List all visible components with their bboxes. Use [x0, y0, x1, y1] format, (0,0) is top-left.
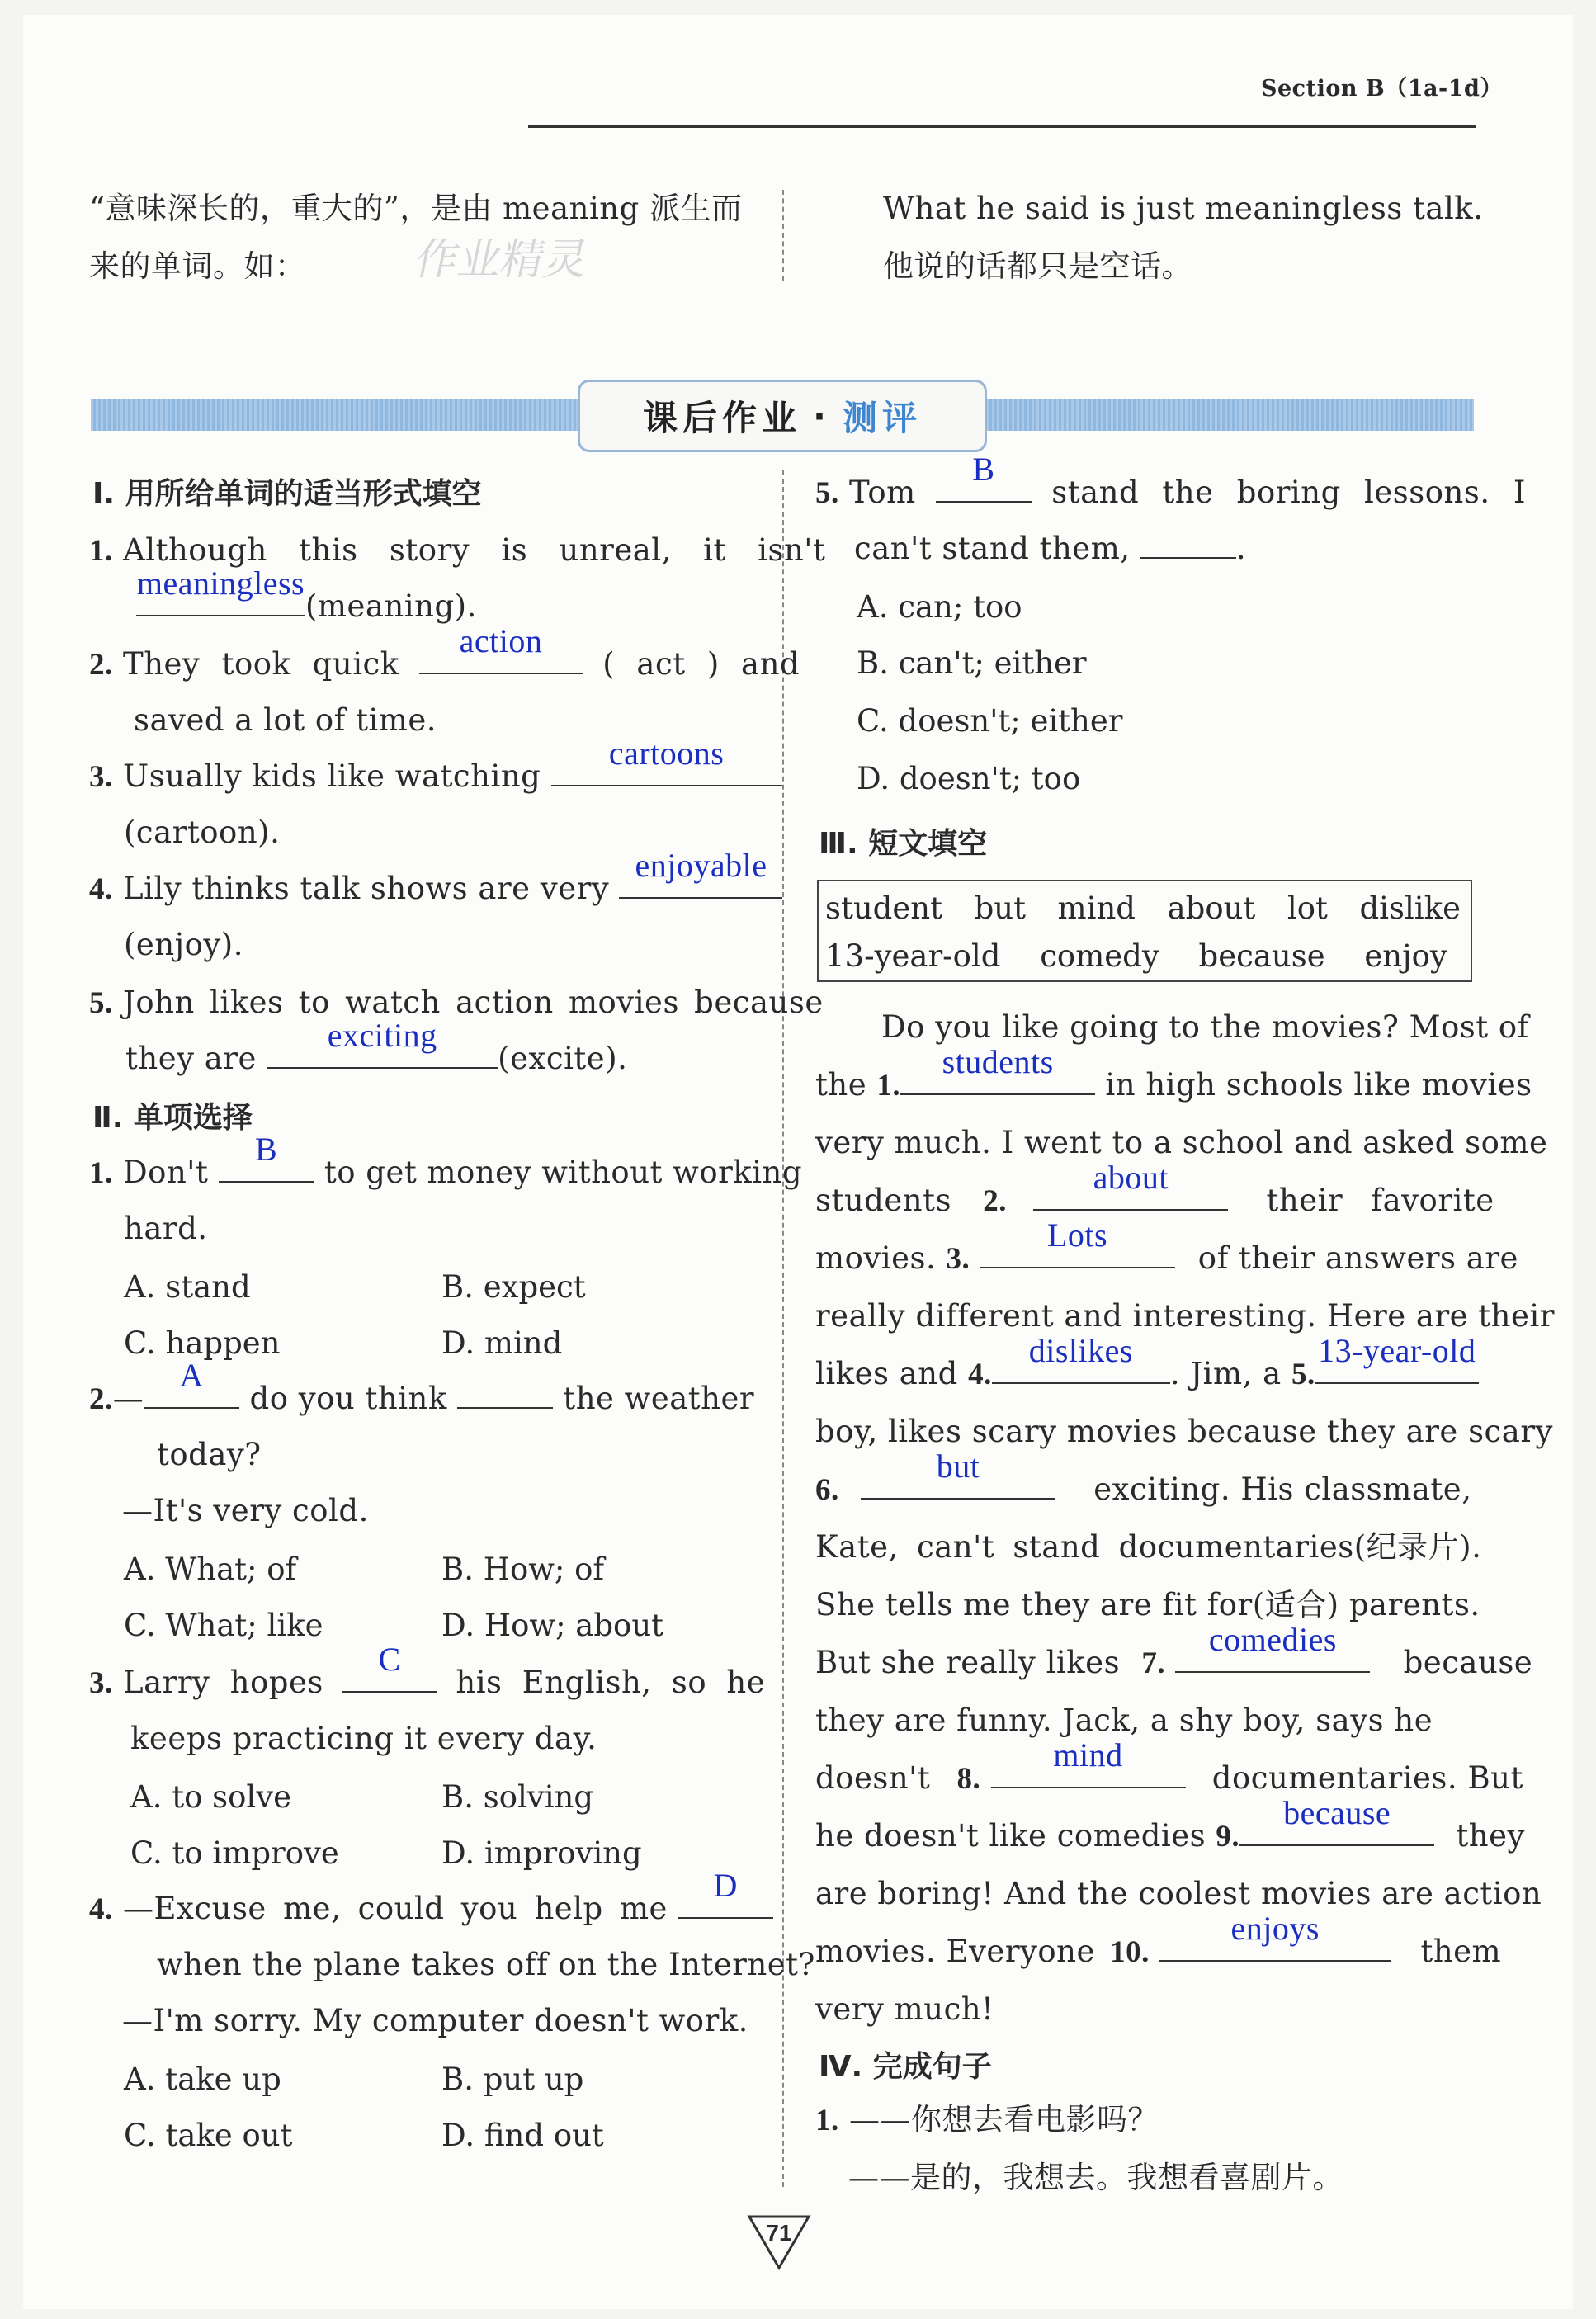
cloze-answer-4: dislikes — [1028, 1332, 1133, 1369]
p2-q1-option-c[interactable]: C. happen — [124, 1325, 281, 1361]
cloze-answer-5: 13-year-old — [1318, 1332, 1476, 1369]
p2-q4-blank[interactable] — [678, 1867, 773, 1919]
blank-num: 3. — [946, 1242, 970, 1276]
passage-text: he doesn't like comedies — [815, 1818, 1206, 1854]
passage-l10: Kate, can't stand documentaries(纪录片). — [815, 1529, 1482, 1565]
cloze-answer-8: mind — [1053, 1736, 1123, 1773]
p2-q2-text: do you think — [249, 1381, 447, 1416]
passage-text: their favorite — [1266, 1183, 1494, 1218]
passage-l12 — [815, 1621, 1533, 1692]
cloze-blank-8[interactable] — [991, 1736, 1186, 1788]
p2-q5-text3: can't stand them, — [854, 531, 1131, 566]
word-item: student — [825, 890, 942, 926]
blank-num: 1. — [876, 1069, 901, 1103]
cloze-answer-10: enjoys — [1230, 1910, 1320, 1947]
p1-q4-num: 4. — [89, 872, 113, 906]
p2-q1-blank[interactable] — [219, 1131, 314, 1183]
p4-q1-line1: ——你想去看电影吗？ — [849, 2102, 1159, 2137]
p2-q1-line2: hard. — [124, 1211, 208, 1246]
word-item: because — [1198, 938, 1325, 974]
p1-q3-text: Usually kids like watching — [123, 758, 541, 794]
p1-q5-blank[interactable] — [267, 1017, 498, 1069]
passage-text: likes and — [815, 1356, 958, 1391]
cloze-answer-7: comedies — [1208, 1621, 1337, 1658]
p2-q5-num: 5. — [815, 476, 839, 510]
banner-label — [578, 380, 987, 452]
p2-q1-option-b[interactable]: B. expect — [441, 1269, 586, 1305]
passage-text: exciting. His classmate, — [1093, 1471, 1472, 1507]
cloze-answer-2: about — [1093, 1159, 1169, 1196]
p1-q4-blank[interactable] — [619, 847, 782, 899]
intro-right-line1: What he said is just meaningless talk. — [883, 191, 1484, 226]
cloze-answer-9: because — [1283, 1794, 1391, 1831]
part2-title: Ⅱ. 单项选择 — [92, 1101, 253, 1135]
passage-l3: very much. I went to a school and asked some — [815, 1125, 1548, 1160]
p1-q1-hint: (meaning). — [305, 588, 477, 624]
p2-q3-num: 3. — [89, 1666, 113, 1700]
passage-l11: She tells me they are fit for(适合) parents. — [815, 1587, 1480, 1622]
p2-q1-answer: B — [255, 1131, 278, 1168]
passage-text: . Jim, a — [1169, 1356, 1282, 1391]
p4-q1-line2: ——是的，我想去。我想看喜剧片。 — [848, 2160, 1343, 2195]
word-item: lot — [1287, 890, 1328, 926]
p2-q5-option-d[interactable]: D. doesn't; too — [857, 761, 1081, 796]
p2-q2-answer: A — [179, 1357, 204, 1394]
word-box — [817, 880, 1472, 982]
p1-q2-blank[interactable] — [419, 622, 583, 674]
word-item: comedy — [1040, 938, 1159, 974]
p1-q5-text: John likes to watch action movies because — [123, 985, 824, 1020]
p2-q2-blank1[interactable] — [144, 1357, 239, 1409]
blank-num: 7. — [1141, 1646, 1166, 1680]
p1-q4-hint: (enjoy). — [124, 927, 244, 962]
passage-l8: boy, likes scary movies because they are scary — [815, 1414, 1553, 1449]
p1-q1-blank[interactable] — [136, 564, 305, 616]
p2-q3-option-d[interactable]: D. improving — [441, 1835, 642, 1871]
p1-q2 — [89, 622, 800, 693]
p2-q5-answer: B — [972, 451, 995, 488]
word-box-row2 — [825, 933, 1447, 980]
watermark: 作业精灵 — [410, 235, 593, 285]
cloze-blank-6[interactable] — [861, 1448, 1055, 1500]
cloze-answer-3: Lots — [1046, 1216, 1108, 1254]
p2-q2-option-c[interactable]: C. What; like — [124, 1608, 323, 1643]
p2-q3-blank[interactable] — [342, 1641, 437, 1693]
p2-q3-option-b[interactable]: B. solving — [441, 1779, 594, 1815]
column-divider — [782, 470, 784, 2187]
p1-q4 — [89, 847, 782, 918]
banner-dot: · — [813, 395, 831, 437]
part3-title: Ⅲ. 短文填空 — [819, 827, 988, 861]
p2-q4-reply: —I'm sorry. My computer doesn't work. — [122, 2003, 748, 2038]
word-item: but — [974, 890, 1026, 926]
word-item: about — [1167, 890, 1256, 926]
p1-q1-text: Although this story is unreal, it isn't — [123, 532, 826, 568]
p1-q2-hint: ( act ) and — [602, 646, 800, 682]
banner-right: 测评 — [842, 398, 922, 438]
passage-text: them — [1420, 1934, 1502, 1969]
passage-text: students — [815, 1183, 951, 1218]
p2-q5-blank[interactable] — [936, 451, 1032, 503]
p1-q3-blank[interactable] — [551, 734, 782, 786]
p2-q4-text: —Excuse me, could you help me — [123, 1891, 668, 1926]
passage-l15 — [815, 1794, 1525, 1865]
p1-q3 — [89, 734, 782, 805]
p2-q3-option-c[interactable]: C. to improve — [130, 1835, 339, 1871]
p2-q2-option-b[interactable]: B. How; of — [441, 1552, 605, 1587]
section-header: Section B（1a-1d） — [1261, 76, 1503, 102]
p1-q5-num: 5. — [89, 986, 113, 1020]
passage-text: of their answers are — [1197, 1240, 1518, 1276]
passage-l16: are boring! And the coolest movies are action — [815, 1876, 1542, 1911]
word-item: dislike — [1359, 890, 1461, 926]
passage-l1: Do you like going to the movies? Most of — [881, 1009, 1529, 1045]
p2-q2-blank2[interactable] — [457, 1371, 553, 1409]
p1-q5-line2 — [125, 1017, 628, 1087]
intro-left-line1: “意味深长的，重大的”，是由 meaning 派生而 — [89, 191, 743, 226]
p2-q4-answer: D — [713, 1867, 738, 1904]
cloze-answer-1: students — [942, 1043, 1054, 1080]
p1-q3-hint: (cartoon). — [124, 815, 281, 850]
p1-q2-text: They took quick — [123, 646, 399, 682]
p2-q4-line2: when the plane takes off on the Internet? — [157, 1947, 815, 1982]
cloze-blank-10[interactable] — [1159, 1910, 1391, 1962]
p1-q4-answer: enjoyable — [635, 847, 767, 884]
p2-q2 — [89, 1357, 755, 1428]
passage-text: But she really likes — [815, 1645, 1121, 1680]
p2-q4-option-b[interactable]: B. put up — [441, 2062, 584, 2097]
page-number: 71 — [766, 2220, 792, 2246]
passage-text: movies. Everyone — [815, 1934, 1095, 1969]
passage-text: in high schools like movies — [1105, 1067, 1532, 1103]
blank-num: 4. — [968, 1358, 992, 1391]
passage-l2 — [815, 1043, 1532, 1114]
p2-q1-num: 1. — [89, 1156, 113, 1190]
part4-title: Ⅳ. 完成句子 — [819, 2050, 992, 2084]
cloze-blank-4[interactable] — [992, 1332, 1170, 1384]
passage-l6: really different and interesting. Here are their — [815, 1298, 1555, 1334]
passage-text: movies. — [815, 1240, 937, 1276]
blank-num: 9. — [1216, 1820, 1240, 1854]
p2-q4-num: 4. — [89, 1892, 113, 1926]
p2-q3-line2: keeps practicing it every day. — [130, 1721, 597, 1756]
p1-q5-text2: they are — [125, 1041, 257, 1076]
passage-l5 — [815, 1216, 1518, 1287]
cloze-blank-7[interactable] — [1175, 1621, 1370, 1673]
banner-left: 课后作业 — [643, 398, 802, 438]
p2-q2-text2: the weather — [563, 1381, 755, 1416]
cloze-blank-1[interactable] — [900, 1043, 1095, 1095]
intro-left-line2: 来的单词。如： — [89, 248, 306, 284]
p2-q2-option-d[interactable]: D. How; about — [441, 1608, 664, 1643]
p2-q5-option-b[interactable]: B. can't; either — [857, 645, 1087, 681]
p2-q2-dash: — — [112, 1381, 144, 1416]
blank-num: 2. — [983, 1184, 1007, 1218]
blank-num: 5. — [1291, 1358, 1315, 1391]
p2-q3 — [89, 1641, 766, 1712]
p2-q5-text2: stand the boring lessons. I — [1051, 475, 1526, 510]
word-item: enjoy — [1364, 938, 1447, 974]
cloze-answer-6: but — [936, 1448, 980, 1485]
passage-l13: they are funny. Jack, a shy boy, says he — [815, 1703, 1433, 1738]
p2-q5 — [815, 451, 1526, 522]
passage-text: doesn't — [815, 1760, 931, 1796]
word-item: mind — [1057, 890, 1136, 926]
blank-num: 10. — [1110, 1935, 1150, 1969]
p2-q2-option-a[interactable]: A. What; of — [124, 1552, 297, 1587]
p2-q3-option-a[interactable]: A. to solve — [130, 1779, 292, 1815]
passage-text: they — [1456, 1818, 1525, 1854]
page-number-badge — [746, 2213, 812, 2271]
passage-text: the — [815, 1067, 867, 1103]
p2-q4 — [89, 1867, 773, 1938]
cloze-blank-3[interactable] — [980, 1216, 1175, 1268]
p1-q2-answer: action — [459, 622, 543, 659]
p2-q1-text: Don't — [123, 1155, 209, 1190]
passage-l17 — [815, 1910, 1502, 1981]
header-rule — [528, 125, 1476, 128]
cloze-blank-5[interactable] — [1315, 1332, 1479, 1384]
p2-q1-text2: to get money without working — [323, 1155, 803, 1190]
p1-q5-answer: exciting — [327, 1017, 437, 1054]
cloze-blank-9[interactable] — [1239, 1794, 1434, 1846]
p2-q1-option-a[interactable]: A. stand — [124, 1269, 251, 1305]
p2-q1-option-d[interactable]: D. mind — [441, 1325, 563, 1361]
p2-q4-option-a[interactable]: A. take up — [124, 2062, 281, 2097]
p2-q5-option-a[interactable]: A. can; too — [857, 589, 1022, 625]
cloze-blank-2[interactable] — [1033, 1159, 1228, 1211]
passage-l7 — [815, 1332, 1479, 1403]
p1-q1-answer: meaningless — [136, 564, 305, 602]
p1-q3-num: 3. — [89, 760, 113, 794]
p1-q2-line2: saved a lot of time. — [134, 702, 437, 738]
blank-num: 8. — [956, 1762, 981, 1796]
passage-l18: very much! — [815, 1991, 994, 2027]
p2-q5-blank2[interactable] — [1140, 521, 1236, 559]
word-box-row1 — [825, 885, 1461, 933]
intro-divider — [782, 190, 784, 281]
p2-q5-option-c[interactable]: C. doesn't; either — [857, 703, 1123, 739]
p2-q5-text: Tom — [849, 475, 916, 510]
passage-text: documentaries. But — [1211, 1760, 1523, 1796]
word-item: 13-year-old — [825, 938, 1001, 974]
p2-q5-line2: can't stand them, . — [854, 520, 1246, 577]
p1-q1-num: 1. — [89, 534, 113, 568]
p2-q3-answer: C — [378, 1641, 401, 1678]
blank-num: 6. — [815, 1473, 839, 1507]
p1-q3-answer: cartoons — [608, 734, 725, 772]
p4-q1 — [815, 2091, 1159, 2149]
part1-title: Ⅰ. 用所给单词的适当形式填空 — [92, 477, 482, 511]
passage-l9 — [815, 1448, 1472, 1518]
p2-q4-option-c[interactable]: C. take out — [124, 2118, 293, 2153]
intro-right-line2: 他说的话都只是空话。 — [883, 248, 1192, 284]
p2-q2-line2: today? — [157, 1437, 262, 1472]
p2-q3-text2: his English, so he — [456, 1665, 766, 1700]
p2-q1 — [89, 1131, 803, 1202]
p1-q4-text: Lily thinks talk shows are very — [123, 871, 610, 906]
p2-q3-text: Larry hopes — [123, 1665, 323, 1700]
p1-q2-num: 2. — [89, 648, 113, 682]
p4-q1-num: 1. — [815, 2104, 839, 2137]
p2-q2-reply: —It's very cold. — [122, 1493, 369, 1528]
passage-text: because — [1403, 1645, 1533, 1680]
p2-q4-option-d[interactable]: D. find out — [441, 2118, 604, 2153]
p2-q2-num: 2. — [89, 1382, 113, 1416]
p1-q5-hint: (excite). — [498, 1041, 628, 1076]
